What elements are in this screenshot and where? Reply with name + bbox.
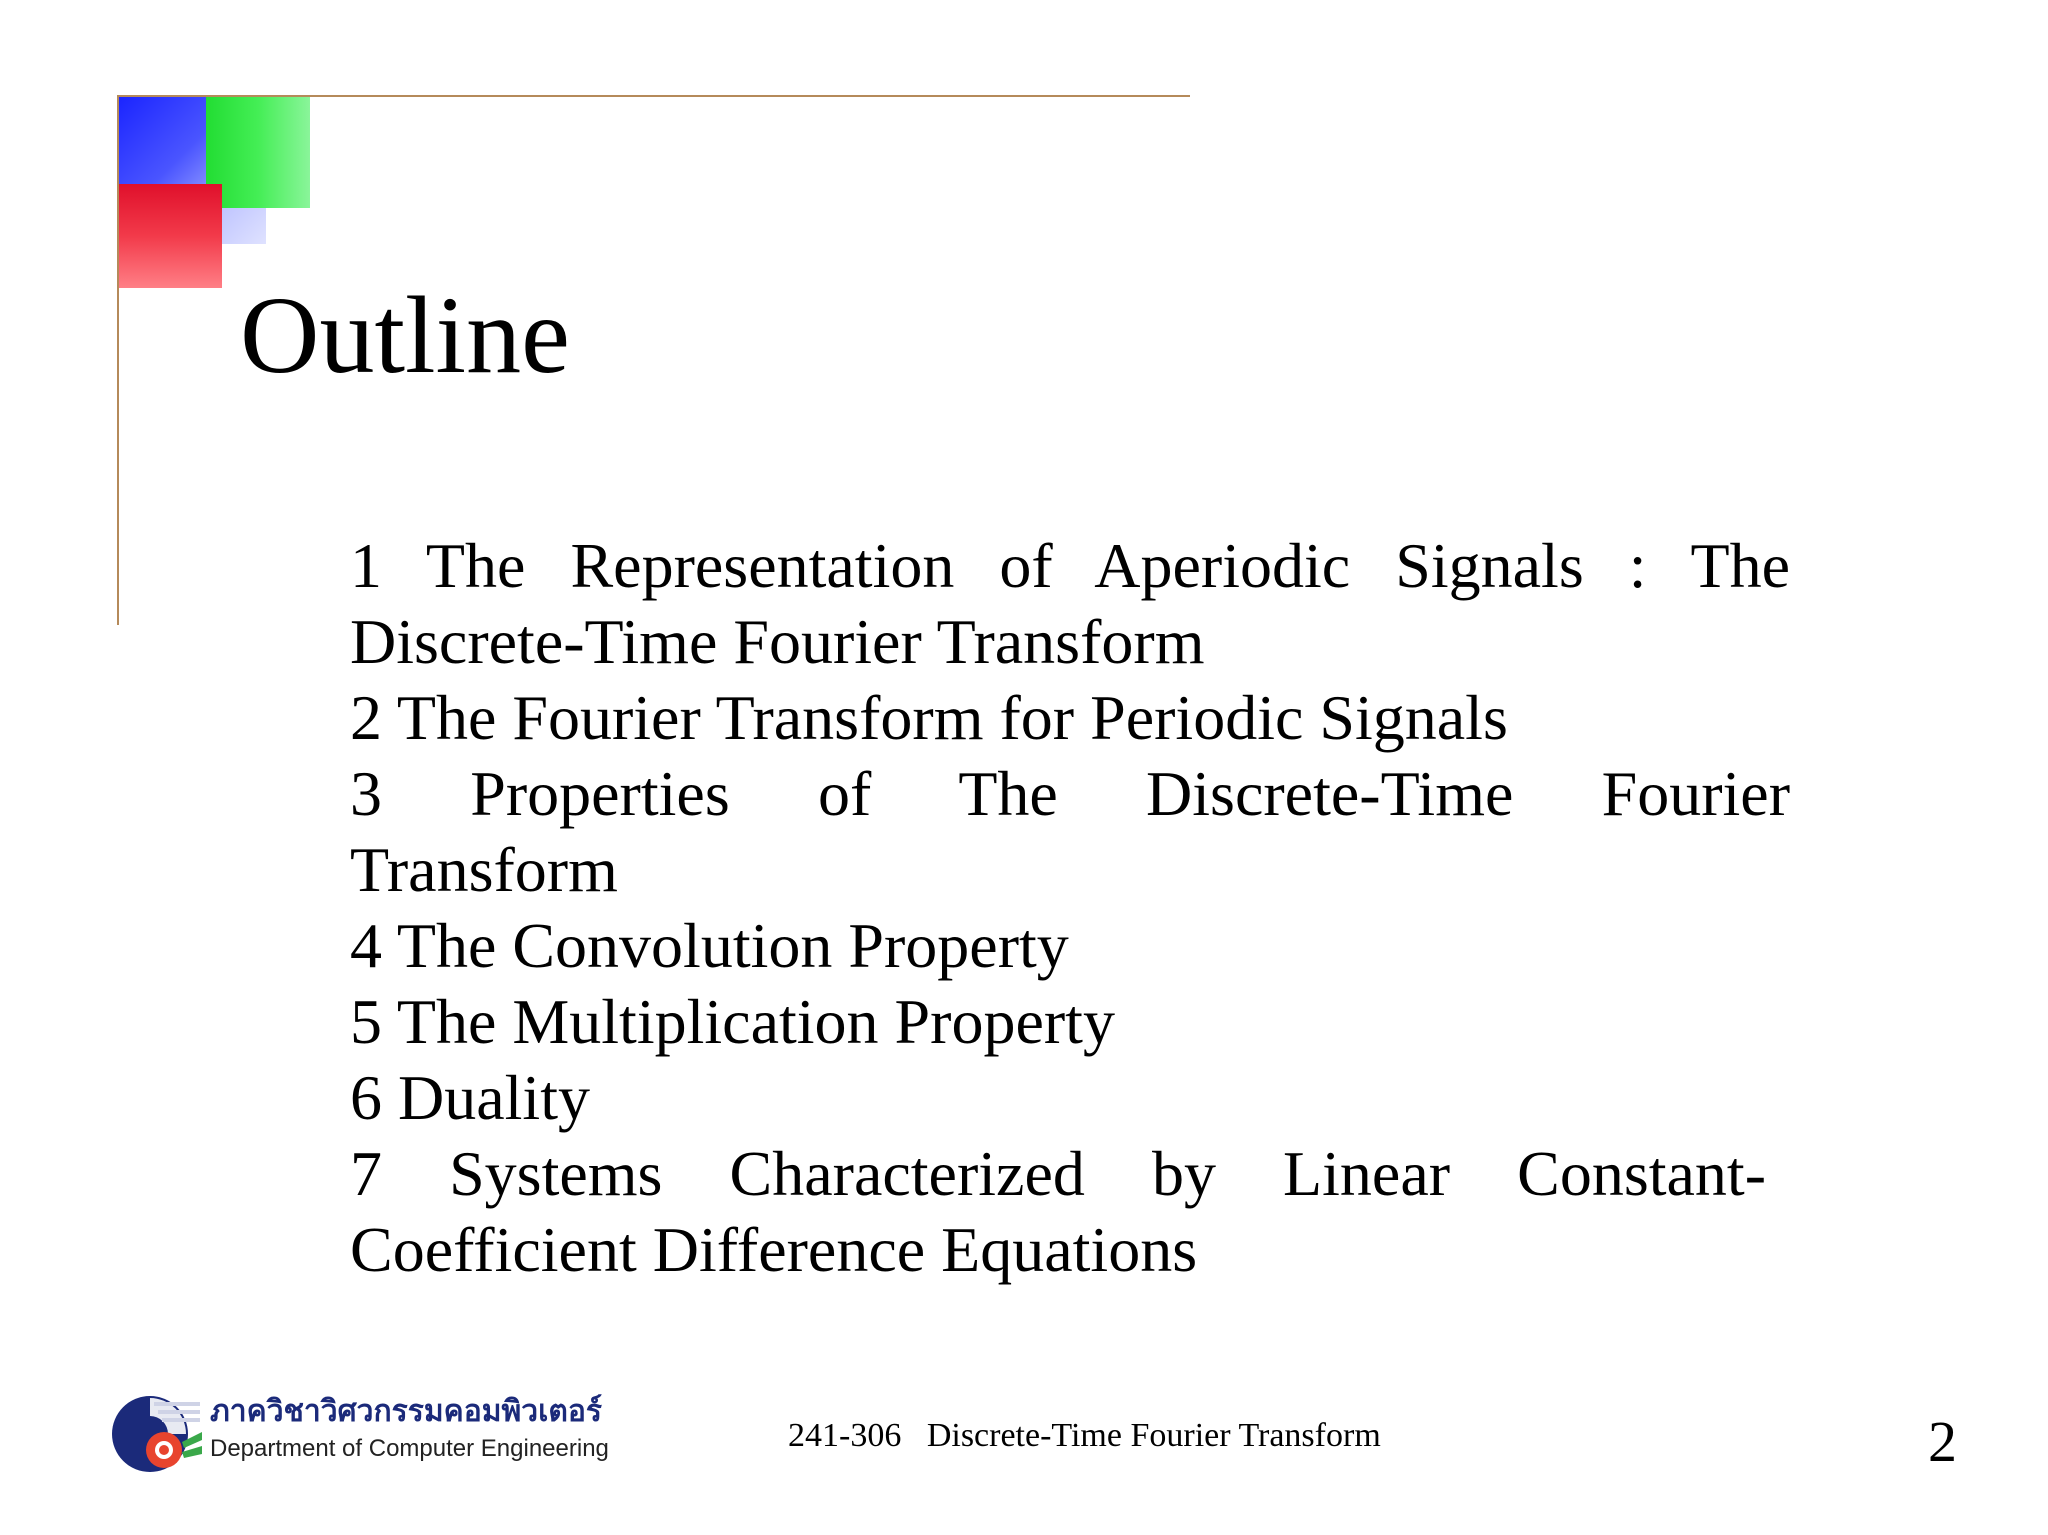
decor-rule-top [118,95,1190,97]
slide-title: Outline [240,274,570,396]
outline-list [350,528,1790,1288]
decor-square-red [118,184,222,288]
outline-item-4 [350,908,1790,984]
outline-item-7-line-2: Coefficient Difference Equations [350,1214,1198,1285]
decor-square-blue [118,96,206,184]
department-logo [108,1392,628,1476]
department-logo-icon [108,1392,204,1476]
logo-english-text: Department of Computer Engineering [210,1435,609,1462]
footer-course-title: 241-306 Discrete-Time Fourier Transform [788,1417,1381,1454]
outline-item-4-line-1: 4 The Convolution Property [350,910,1069,981]
outline-item-7 [350,1136,1790,1288]
outline-item-3-line-2: Transform [350,834,618,905]
outline-item-1-line-2: Discrete-Time Fourier Transform [350,606,1205,677]
outline-item-1 [350,528,1790,680]
outline-item-3-line-1: 3 Properties of The Discrete-Time Fourier [350,758,1790,829]
outline-item-5-line-1: 5 The Multiplication Property [350,986,1115,1057]
logo-thai-text: ภาควิชาวิศวกรรมคอมพิวเตอร์ [210,1394,602,1429]
page-number: 2 [1928,1409,1957,1474]
outline-item-3 [350,756,1790,908]
outline-item-6-line-1: 6 Duality [350,1062,590,1133]
outline-item-6 [350,1060,1790,1136]
outline-item-2 [350,680,1790,756]
decor-rule-left [117,95,119,625]
outline-item-1-line-1: 1 The Representation of Aperiodic Signals : The [350,530,1790,601]
outline-item-2-line-1: 2 The Fourier Transform for Periodic Signals [350,682,1508,753]
outline-item-5 [350,984,1790,1060]
outline-item-7-line-1: 7 Systems Characterized by Linear Constant- [350,1138,1766,1209]
